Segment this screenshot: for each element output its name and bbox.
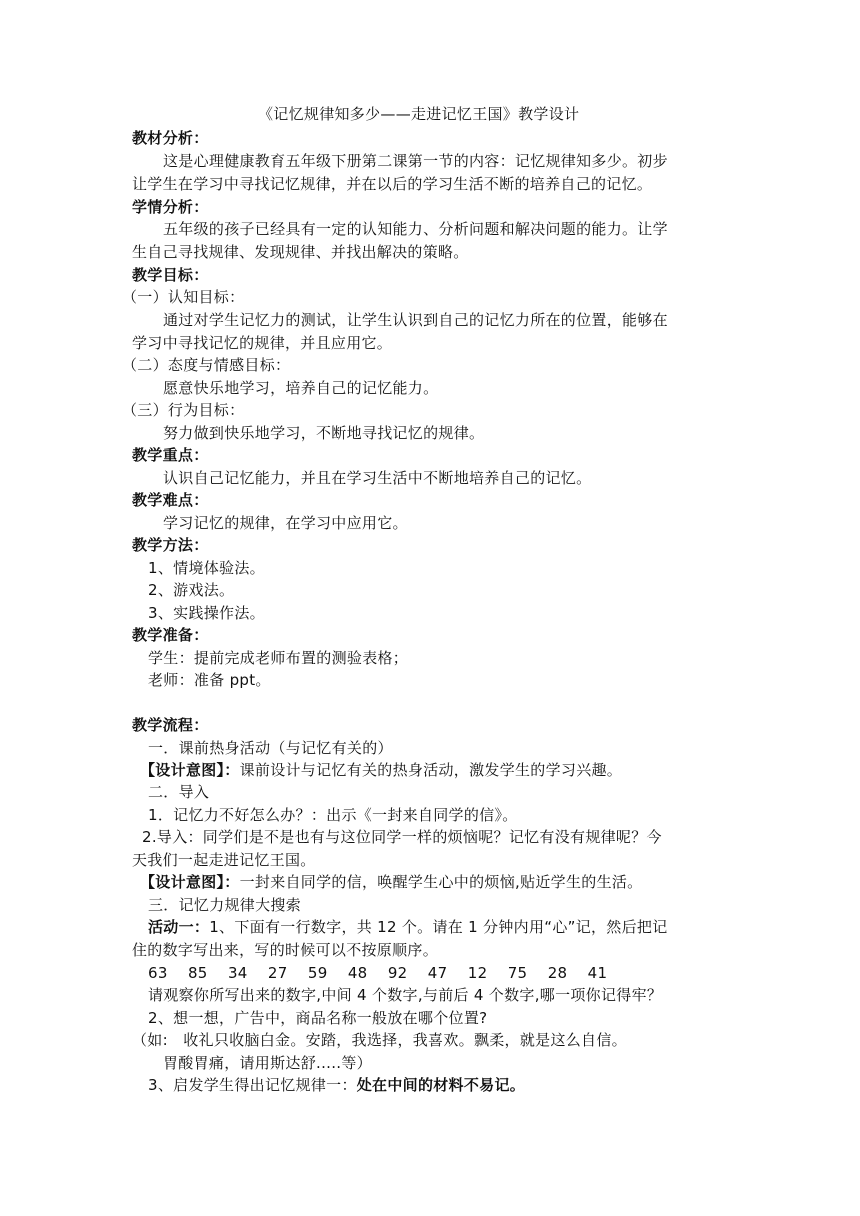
paragraph-line: 让学生在学习中寻找记忆规律，并在以后的学习生活不断的培养自己的记忆。: [132, 175, 653, 193]
paragraph-line: 请观察你所写出来的数字,中间 4 个数字,与前后 4 个数字,哪一项你记得牢？: [148, 986, 663, 1004]
memory-number: 12: [467, 964, 488, 982]
goal-label: （三）行为目标：: [122, 401, 245, 419]
memory-number: 28: [547, 964, 568, 982]
paragraph-line: 胃酸胃痛，请用斯达舒.....等）: [163, 1054, 372, 1072]
paragraph-line: 生自己寻找规律、发现规律、并找出解决的策略。: [132, 243, 469, 261]
paragraph-line: 这是心理健康教育五年级下册第二课第一节的内容：记忆规律知多少。初步: [163, 152, 668, 170]
design-intent-line: [140, 760, 622, 780]
memory-number: 85: [187, 964, 208, 982]
heading-teaching-goals: 教学目标：: [132, 266, 209, 284]
heading-preparation: 教学准备：: [132, 626, 209, 644]
activity-text: 1、下面有一行数字，共 12 个。请在 1 分钟内用“心”记，然后把记: [209, 918, 668, 936]
paragraph-line: 天我们一起走进记忆王国。: [132, 851, 316, 869]
rule-statement: 处在中间的材料不易记。: [356, 1076, 526, 1094]
number-row: [148, 963, 607, 983]
design-intent-tag: 【设计意图】：: [140, 873, 240, 891]
document-title: 《记忆规律知多少——走进记忆王国》教学设计: [258, 105, 580, 123]
heading-key-points: 教学重点：: [132, 446, 209, 464]
paragraph-line: （如: 收礼只收脑白金。安踏，我选择，我喜欢。飘柔，就是这么自信。: [132, 1031, 627, 1049]
paragraph-line: 1．记忆力不好怎么办？：出示《一封来自同学的信》。: [148, 806, 518, 824]
design-intent-line: [140, 872, 642, 892]
paragraph-line: 五年级的孩子已经具有一定的认知能力、分析问题和解决问题的能力。让学: [163, 220, 668, 238]
paragraph-line: 老师：准备 ppt。: [148, 671, 271, 689]
design-intent-text: 课前设计与记忆有关的热身活动，激发学生的学习兴趣。: [239, 761, 623, 779]
heading-methods: 教学方法：: [132, 536, 209, 554]
rule-prefix: 3、启发学生得出记忆规律一：: [148, 1076, 357, 1094]
memory-number: 92: [387, 964, 408, 982]
list-item: 2、游戏法。: [148, 581, 235, 599]
section-title: 二．导入: [148, 783, 210, 801]
paragraph-line: 愿意快乐地学习，培养自己的记忆能力。: [163, 379, 439, 397]
list-item: 1、情境体验法。: [148, 559, 265, 577]
paragraph-line: 2、想一想，广告中，商品名称一般放在哪个位置?: [148, 1009, 488, 1027]
design-intent-tag: 【设计意图】：: [140, 761, 240, 779]
paragraph-line: 住的数字写出来，写的时候可以不按原顺序。: [132, 941, 439, 959]
heading-learner-analysis: 学情分析：: [132, 198, 209, 216]
paragraph-line: 通过对学生记忆力的测试，让学生认识到自己的记忆力所在的位置，能够在: [163, 311, 668, 329]
heading-process: 教学流程：: [132, 716, 209, 734]
activity-tag: 活动一：: [148, 918, 210, 936]
memory-number: 41: [587, 964, 608, 982]
memory-rule-line: [148, 1075, 525, 1095]
memory-number: 63: [148, 964, 168, 982]
memory-number: 27: [267, 964, 288, 982]
paragraph-line: 学生：提前完成老师布置的测验表格；: [148, 649, 409, 667]
heading-material-analysis: 教材分析：: [132, 129, 209, 147]
memory-number: 75: [507, 964, 528, 982]
paragraph-line: 努力做到快乐地学习，不断地寻找记忆的规律。: [163, 424, 485, 442]
memory-number: 34: [227, 964, 248, 982]
goal-label: （一）认知目标：: [122, 288, 245, 306]
paragraph-line: 2.导入：同学们是不是也有与这位同学一样的烦恼呢？记忆有没有规律呢？今: [142, 828, 662, 846]
heading-difficulties: 教学难点：: [132, 491, 209, 509]
memory-number: 48: [347, 964, 368, 982]
activity-line: [148, 917, 668, 937]
paragraph-line: 学习记忆的规律，在学习中应用它。: [163, 514, 408, 532]
section-title: 一．课前热身活动（与记忆有关的）: [148, 739, 393, 757]
paragraph-line: 认识自己记忆能力，并且在学习生活中不断地培养自己的记忆。: [163, 469, 592, 487]
goal-label: （二）态度与情感目标：: [122, 356, 291, 374]
memory-number: 59: [307, 964, 328, 982]
paragraph-line: 学习中寻找记忆的规律，并且应用它。: [132, 334, 393, 352]
design-intent-text: 一封来自同学的信，唤醒学生心中的烦恼,贴近学生的生活。: [239, 873, 643, 891]
section-title: 三．记忆力规律大搜索: [148, 896, 302, 914]
list-item: 3、实践操作法。: [148, 604, 265, 622]
memory-number: 47: [427, 964, 448, 982]
